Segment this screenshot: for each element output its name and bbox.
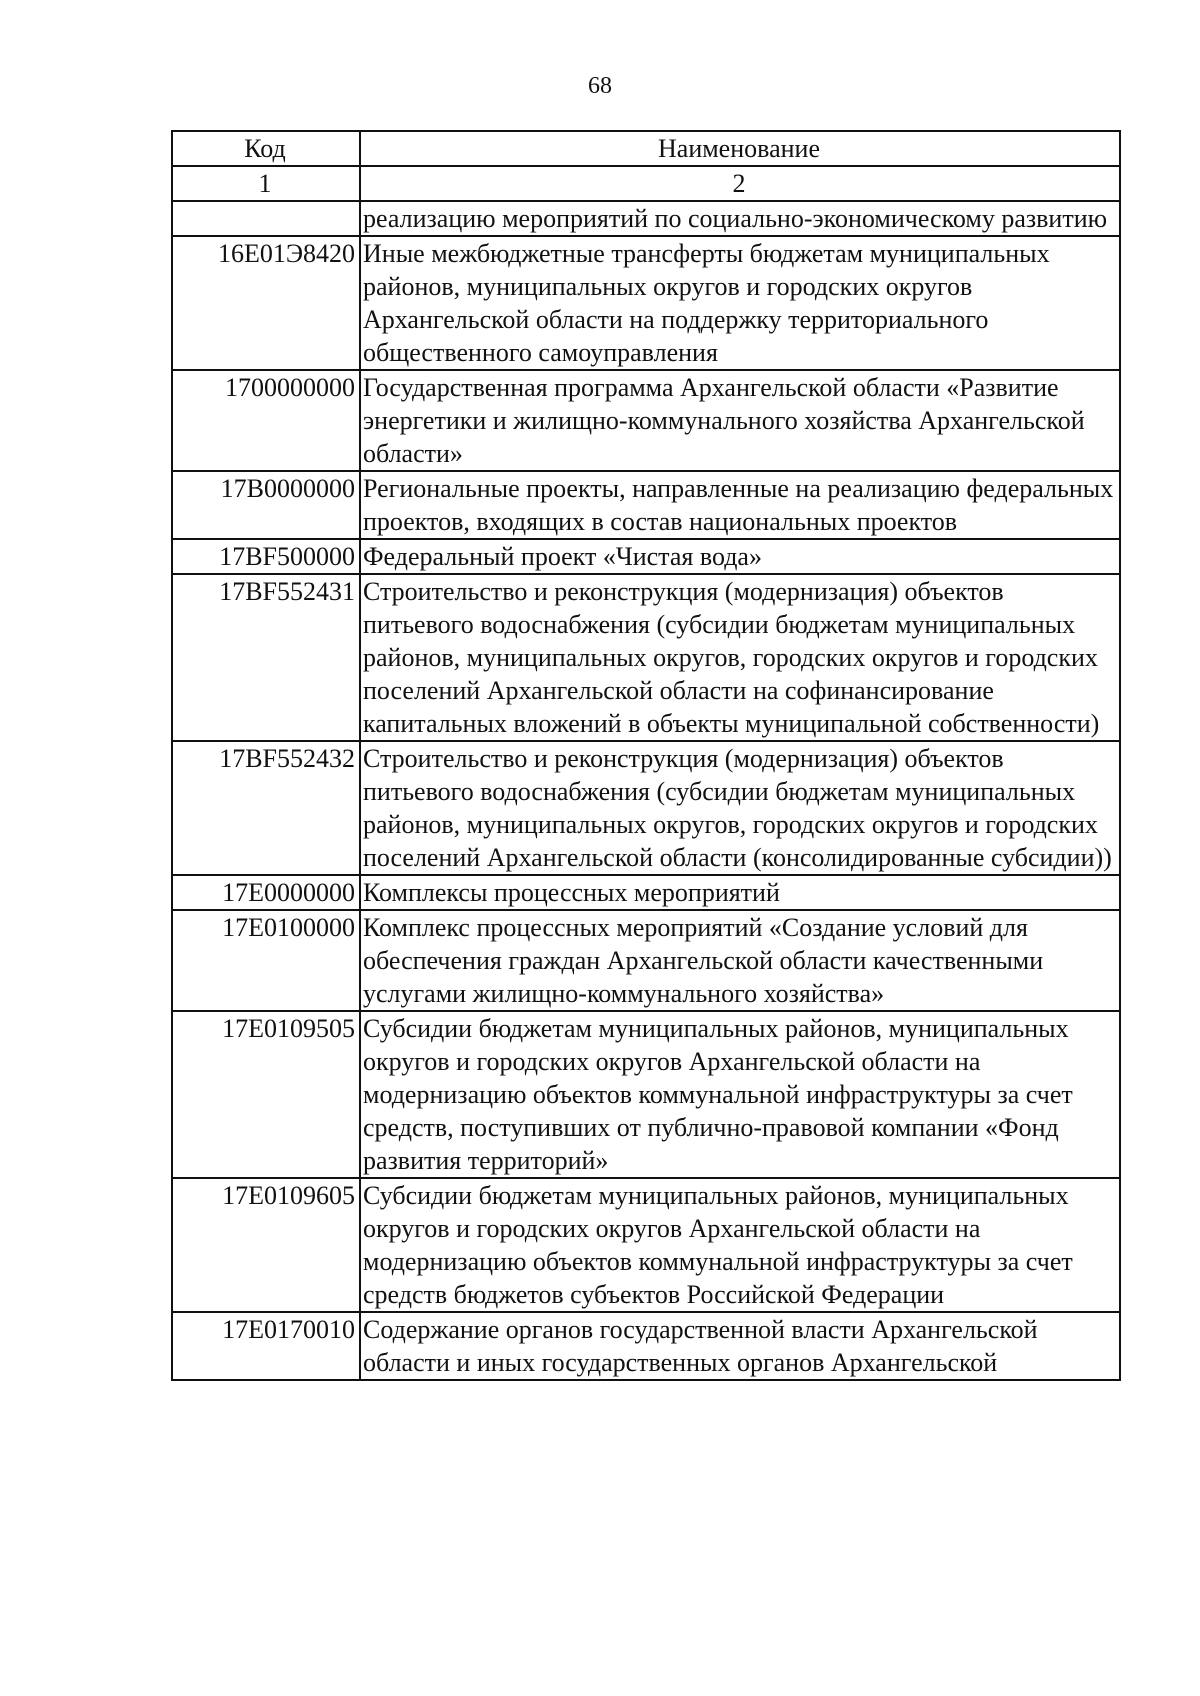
row-name: Комплексы процессных мероприятий [360, 875, 1120, 910]
table-row [172, 201, 1120, 236]
row-name: Государственная программа Архангельской области «Развитие энергетики и жилищно-коммунального хозяйства Архангельской области» [360, 370, 1120, 471]
row-code: 17BF552431 [172, 574, 360, 741]
header-code: Код [172, 131, 360, 166]
row-code: 1700000000 [172, 370, 360, 471]
row-name: Содержание органов государственной власти Архангельской области и иных государственных органов Архангельской [360, 1312, 1120, 1380]
table-row [172, 471, 1120, 539]
column-number-name: 2 [360, 166, 1120, 201]
table-row [172, 1011, 1120, 1178]
row-name: Строительство и реконструкция (модернизация) объектов питьевого водоснабжения (субсидии бюджетам муниципальных районов, муниципальных округов, городских округов и городских поселений Архангельской области (консолидированные субсидии)) [360, 741, 1120, 875]
table-row [172, 1312, 1120, 1380]
row-code: 17BF552432 [172, 741, 360, 875]
table-row [172, 574, 1120, 741]
budget-code-table [171, 130, 1121, 1381]
row-name: Федеральный проект «Чистая вода» [360, 539, 1120, 574]
table-row [172, 539, 1120, 574]
table-row [172, 741, 1120, 875]
table-row [172, 875, 1120, 910]
row-name: Комплекс процессных мероприятий «Создание условий для обеспечения граждан Архангельской области качественными услугами жилищно-коммунального хозяйства» [360, 910, 1120, 1011]
table-row [172, 910, 1120, 1011]
table-row [172, 370, 1120, 471]
row-code: 17E0109605 [172, 1178, 360, 1312]
row-code: 17E0100000 [172, 910, 360, 1011]
row-code: 17E0170010 [172, 1312, 360, 1380]
table-body [172, 201, 1120, 1380]
header-row [172, 131, 1120, 166]
row-name: реализацию мероприятий по социально-экономическому развитию [360, 201, 1120, 236]
table-row [172, 1178, 1120, 1312]
row-code: 17BF500000 [172, 539, 360, 574]
table-row [172, 236, 1120, 370]
row-name: Иные межбюджетные трансферты бюджетам муниципальных районов, муниципальных округов и городских округов Архангельской области на поддержку территориального общественного самоуправления [360, 236, 1120, 370]
row-name: Субсидии бюджетам муниципальных районов, муниципальных округов и городских округов Архангельской области на модернизацию объектов коммунальной инфраструктуры за счет средств, поступивших от публично-правовой компании «Фонд развития территорий» [360, 1011, 1120, 1178]
row-name: Субсидии бюджетам муниципальных районов, муниципальных округов и городских округов Архангельской области на модернизацию объектов коммунальной инфраструктуры за счет средств бюджетов субъектов Российской Федерации [360, 1178, 1120, 1312]
header-name: Наименование [360, 131, 1120, 166]
column-number-row [172, 166, 1120, 201]
row-name: Региональные проекты, направленные на реализацию федеральных проектов, входящих в состав национальных проектов [360, 471, 1120, 539]
row-code [172, 201, 360, 236]
row-code: 17E0109505 [172, 1011, 360, 1178]
row-code: 16E01Э8420 [172, 236, 360, 370]
column-number-code: 1 [172, 166, 360, 201]
row-name: Строительство и реконструкция (модернизация) объектов питьевого водоснабжения (субсидии бюджетам муниципальных районов, муниципальных округов, городских округов и городских поселений Архангельской области на софинансирование капитальных вложений в объекты муниципальной собственности) [360, 574, 1120, 741]
row-code: 17E0000000 [172, 875, 360, 910]
page-number: 68 [588, 73, 612, 99]
row-code: 17B0000000 [172, 471, 360, 539]
